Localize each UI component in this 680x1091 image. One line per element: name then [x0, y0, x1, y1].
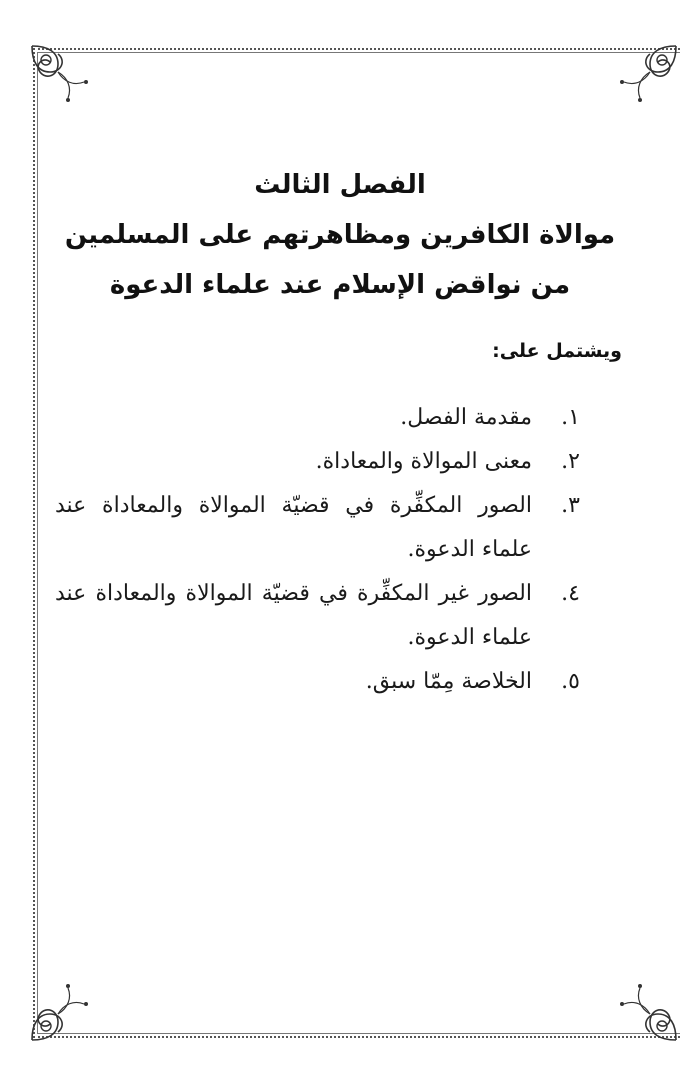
corner-ornament-icon	[28, 982, 90, 1044]
contents-label: ويشتمل على:	[492, 340, 622, 362]
corner-ornament-icon	[28, 42, 90, 104]
list-item	[55, 396, 580, 440]
chapter-subtitle-line1: موالاة الكافرين ومظاهرتهم على المسلمين	[64, 220, 616, 250]
chapter-subtitle-line2: من نواقض الإسلام عند علماء الدعوة	[109, 270, 571, 300]
list-item-number: ٢.	[561, 449, 580, 474]
list-item-number: ١.	[561, 405, 580, 430]
list-item-number: ٣.	[561, 493, 580, 518]
list-item-number: ٤.	[561, 581, 580, 606]
list-item-text: الخلاصة مِمّا سبق.	[365, 669, 532, 694]
list-item	[55, 484, 580, 572]
list-item	[55, 440, 580, 484]
list-item	[55, 660, 580, 704]
list-item-text: معنى الموالاة والمعاداة.	[315, 449, 532, 474]
corner-ornament-icon	[618, 42, 680, 104]
list-item-number: ٥.	[561, 669, 580, 694]
list-item	[55, 572, 580, 660]
list-item-text: الصور المكفِّرة في قضيّة الموالاة والمعاداة عند علماء الدعوة.	[55, 493, 532, 562]
chapter-heading	[60, 160, 620, 310]
corner-ornament-icon	[618, 982, 680, 1044]
contents-list	[55, 396, 580, 704]
chapter-title: الفصل الثالث	[254, 170, 426, 200]
list-item-text: الصور غير المكفِّرة في قضيّة الموالاة والمعاداة عند علماء الدعوة.	[55, 581, 532, 650]
list-item-text: مقدمة الفصل.	[400, 405, 532, 430]
